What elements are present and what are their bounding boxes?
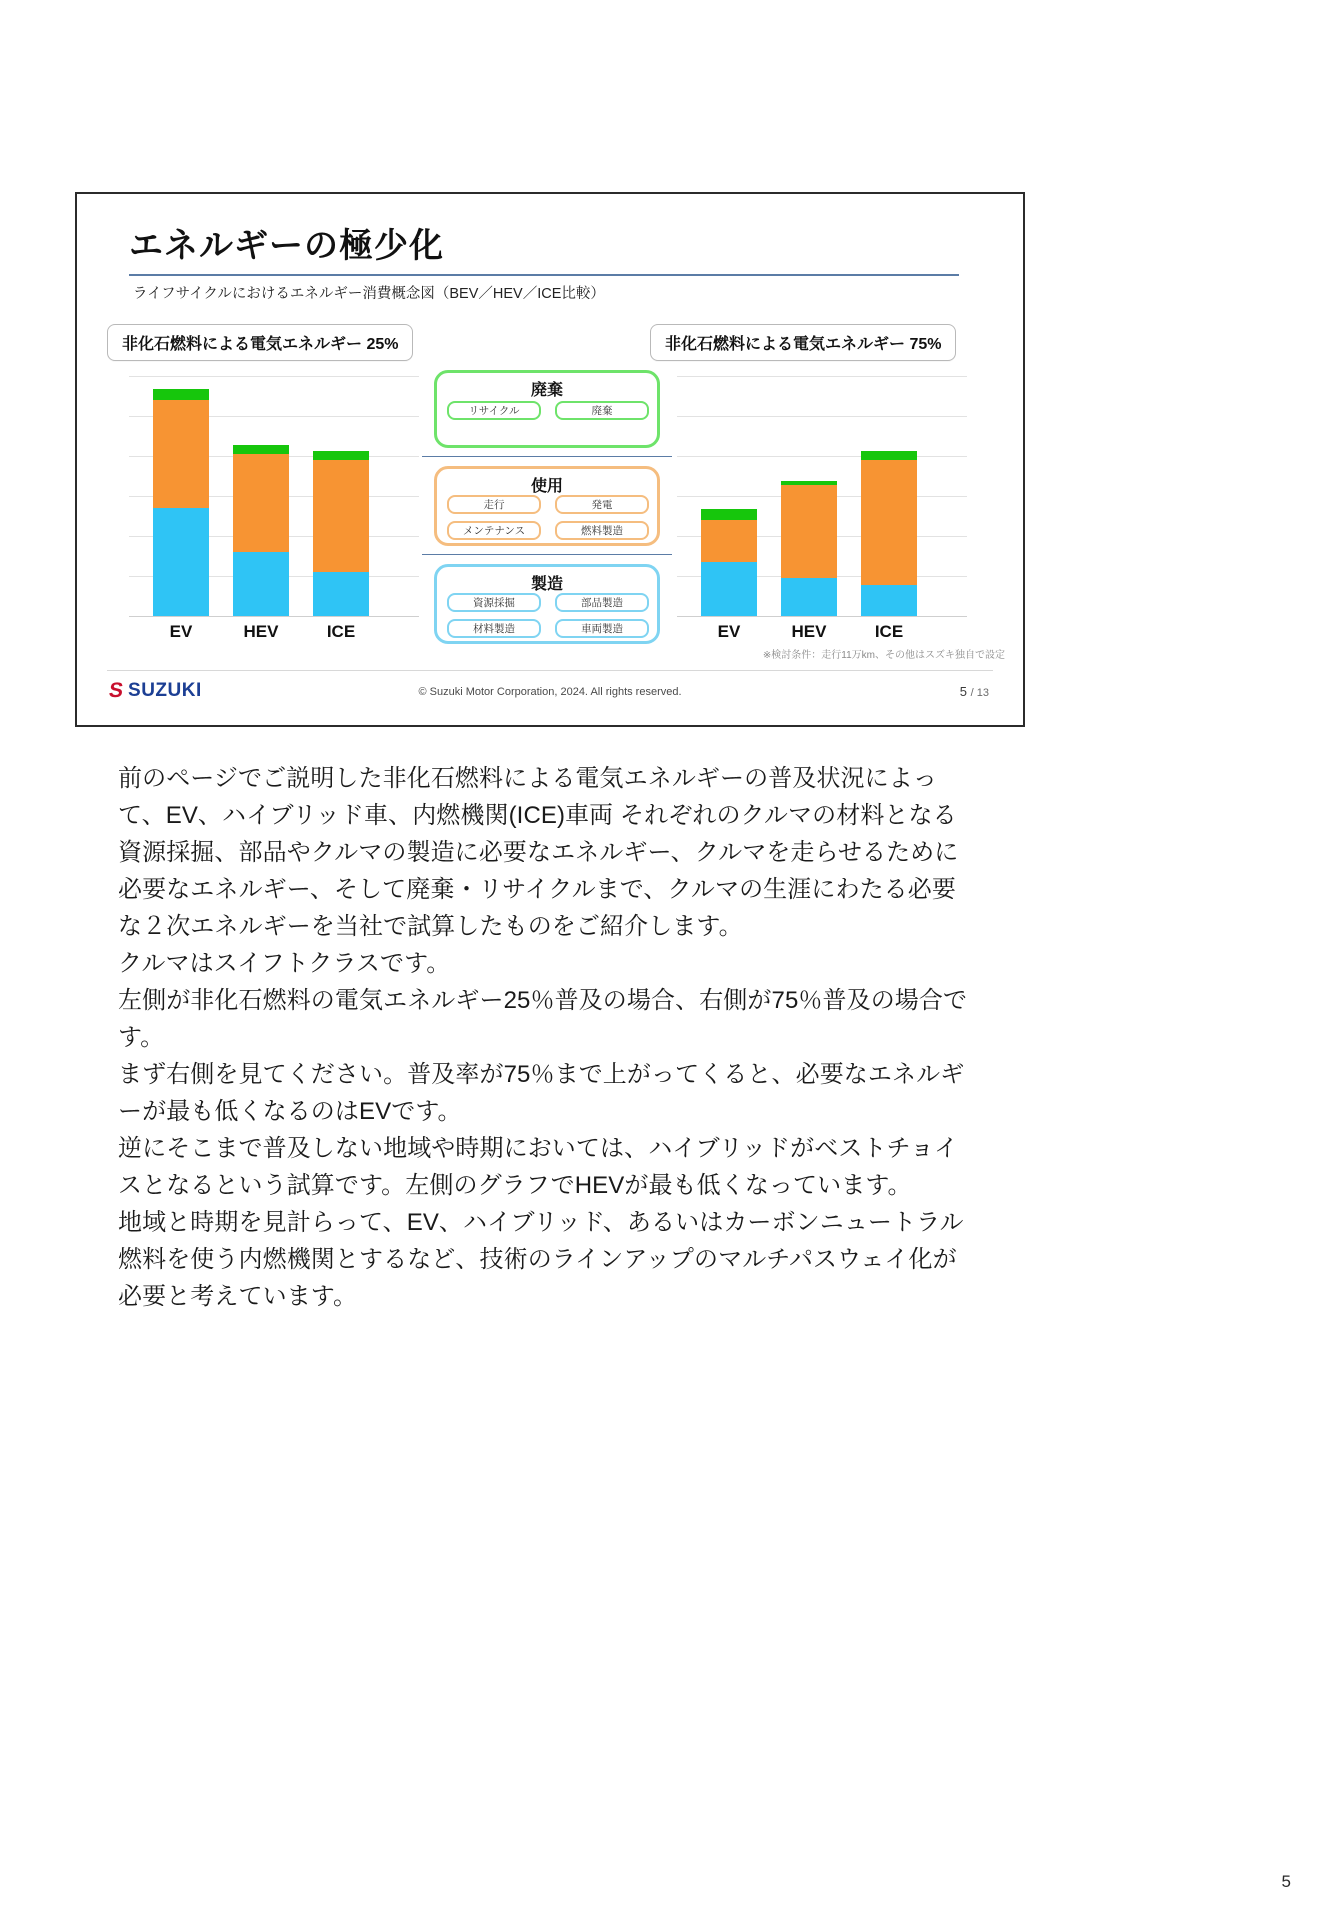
- bar-ev: [153, 389, 209, 616]
- bar-ev: [701, 509, 757, 616]
- chip-maintenance: メンテナンス: [447, 521, 541, 540]
- x-tick-ev: EV: [717, 622, 741, 641]
- x-tick-hev: HEV: [243, 622, 279, 641]
- gridline: [677, 416, 967, 417]
- suzuki-s-icon: S: [107, 679, 125, 702]
- copyright-text: © Suzuki Motor Corporation, 2024. All rights reserved.: [418, 686, 682, 698]
- bar-segment-use: [701, 520, 757, 562]
- suzuki-wordmark: SUZUKI: [128, 680, 202, 701]
- badge-electricity-25: 非化石燃料による電気エネルギー 25%: [107, 324, 413, 361]
- slide-page-current: 5: [959, 684, 968, 699]
- footer-divider: [107, 670, 993, 671]
- stage-divider-lower: [422, 554, 672, 555]
- paragraph: 地域と時期を見計らって、EV、ハイブリッド、あるいはカーボンニュートラル燃料を使う内燃機関とするなど、技術のラインアップのマルチパスウェイ化が必要と考えています。: [118, 1209, 964, 1310]
- x-tick-hev: HEV: [791, 622, 827, 641]
- slide-title: エネルギーの極少化: [129, 227, 444, 265]
- chart-left-25-percent: [129, 376, 419, 666]
- paragraph: 逆にそこまで普及しない地域や時期においては、ハイブリッドがベストチョイスとなるという試算です。左側のグラフでHEVが最も低くなっています。: [118, 1135, 959, 1199]
- document-page-number: 5: [1281, 1872, 1291, 1891]
- chip-material-mfg: 材料製造: [447, 619, 541, 638]
- chip-resource-extraction: 資源採掘: [447, 593, 541, 612]
- stage-waste: [434, 370, 660, 448]
- chip-fuel-prod: 燃料製造: [555, 521, 649, 540]
- x-axis-left: [129, 616, 419, 617]
- paragraph: まず右側を見てください。普及率が75％まで上がってくると、必要なエネルギーが最も低くなるのはEVです。: [118, 1061, 965, 1125]
- bar-segment-mfg: [861, 585, 917, 616]
- gridline: [677, 376, 967, 377]
- paragraph: 前のページでご説明した非化石燃料による電気エネルギーの普及状況によって、EV、ハイブリッド車、内燃機関(ICE)車両 それぞれのクルマの材料となる資源採掘、部品やクルマの製造に必要なエネルギー、クルマを走らせるために必要なエネルギー、そして廃棄・リサイクルまで、クルマの生涯にわたる必要な２次エネルギーを当社で試算したものをご紹介します。: [118, 765, 959, 940]
- chip-power-gen: 発電: [555, 495, 649, 514]
- badge-electricity-75: 非化石燃料による電気エネルギー 75%: [650, 324, 956, 361]
- plot-area-left: [129, 376, 419, 616]
- bar-hev: [781, 481, 837, 616]
- plot-area-right: [677, 376, 967, 616]
- bar-ice: [861, 451, 917, 616]
- bar-segment-mfg: [781, 578, 837, 616]
- x-tick-ice: ICE: [874, 622, 904, 641]
- bar-segment-mfg: [701, 562, 757, 616]
- bar-segment-mfg: [233, 552, 289, 616]
- x-tick-ev: EV: [169, 622, 193, 641]
- x-tick-labels-left: [129, 622, 419, 650]
- gridline: [677, 456, 967, 457]
- chart-right-75-percent: [677, 376, 967, 666]
- slide-subtitle: ライフサイクルにおけるエネルギー消費概念図（BEV／HEV／ICE比較）: [133, 286, 605, 302]
- stage-title-waste: 廃棄: [530, 382, 563, 399]
- slide-page-total: / 13: [970, 687, 989, 699]
- chip-vehicle-mfg: 車両製造: [555, 619, 649, 638]
- bar-segment-waste: [233, 445, 289, 454]
- chip-driving: 走行: [447, 495, 541, 514]
- chart-footnote: ※検討条件：走行11万km、その他はスズキ独自で設定: [762, 650, 1005, 661]
- chip-parts-mfg: 部品製造: [555, 593, 649, 612]
- stage-title-use: 使用: [530, 478, 563, 495]
- x-axis-right: [677, 616, 967, 617]
- bar-segment-use: [861, 460, 917, 585]
- lifecycle-diagram: [422, 366, 672, 666]
- x-tick-ice: ICE: [326, 622, 356, 641]
- stage-manufacturing: [434, 564, 660, 644]
- bar-segment-waste: [313, 451, 369, 460]
- bar-segment-waste: [153, 389, 209, 400]
- bar-segment-use: [781, 485, 837, 578]
- transcript-body: [118, 760, 968, 1315]
- bar-segment-use: [233, 454, 289, 552]
- chip-disposal: 廃棄: [555, 401, 649, 420]
- bar-segment-waste: [701, 509, 757, 520]
- paragraph: クルマはスイフトクラスです。: [118, 950, 451, 977]
- stage-divider-upper: [422, 456, 672, 457]
- stage-title-manufacturing: 製造: [530, 576, 563, 593]
- title-divider: [129, 274, 959, 276]
- slide-page-number: [960, 684, 989, 699]
- bar-ice: [313, 451, 369, 616]
- gridline: [129, 376, 419, 377]
- bar-segment-use: [313, 460, 369, 572]
- bar-segment-use: [153, 400, 209, 508]
- bar-segment-mfg: [313, 572, 369, 616]
- bar-segment-waste: [861, 451, 917, 460]
- chip-recycle: リサイクル: [447, 401, 541, 420]
- bar-segment-mfg: [153, 508, 209, 616]
- bar-hev: [233, 445, 289, 616]
- stage-use: [434, 466, 660, 546]
- paragraph: 左側が非化石燃料の電気エネルギー25％普及の場合、右側が75％普及の場合です。: [118, 987, 968, 1051]
- presentation-slide: [75, 192, 1025, 727]
